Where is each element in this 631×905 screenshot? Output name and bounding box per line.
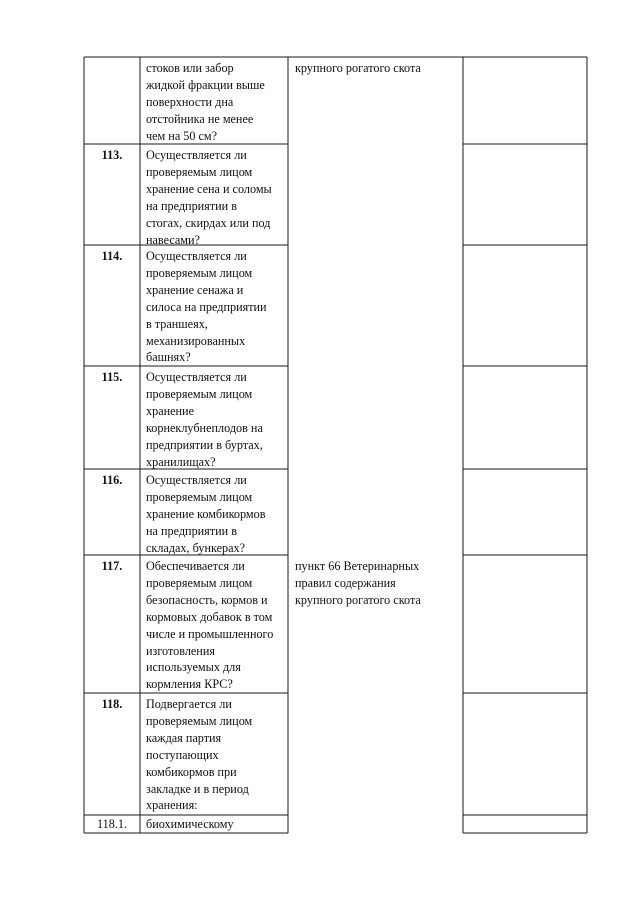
legal-reference: крупного рогатого скота	[295, 61, 421, 75]
question-text: Осуществляется ли проверяемым лицом хранение сенажа и силоса на предприятии в траншеях, механизированных башнях?	[146, 249, 267, 365]
row-number: 114.	[101, 249, 123, 263]
row-number: 117.	[101, 559, 123, 573]
row-number	[84, 57, 140, 144]
row-number: 115.	[101, 370, 123, 384]
question-text: Осуществляется ли проверяемым лицом хранение сена и соломы на предприятии в стогах, скирдах или под навесами?	[146, 148, 272, 247]
question-text: Подвергается ли проверяемым лицом каждая партия поступающих комбикормов при закладке и в период хранения:	[146, 697, 253, 813]
question-text: стоков или забор жидкой фракции выше поверхности дна отстойника не менее чем на 50 см?	[146, 61, 265, 143]
row-number: 116.	[101, 473, 123, 487]
legal-reference: пункт 66 Ветеринарных правил содержания крупного рогатого скота	[295, 559, 421, 607]
row-number: 118.1.	[96, 817, 128, 831]
row-number: 113.	[101, 148, 123, 162]
question-text: Осуществляется ли проверяемым лицом хранение комбикормов на предприятии в складах, бункерах?	[146, 473, 266, 555]
question-text: Обеспечивается ли проверяемым лицом безопасность, кормов и кормовых добавок в том числе и промышленного изготовления используемых для кормления КРС?	[146, 559, 274, 692]
question-text: биохимическому	[146, 817, 234, 831]
question-text: Осуществляется ли проверяемым лицом хранение корнеклубнеплодов на предприятии в буртах, хранилищах?	[146, 370, 263, 469]
row-number: 118.	[101, 697, 123, 711]
